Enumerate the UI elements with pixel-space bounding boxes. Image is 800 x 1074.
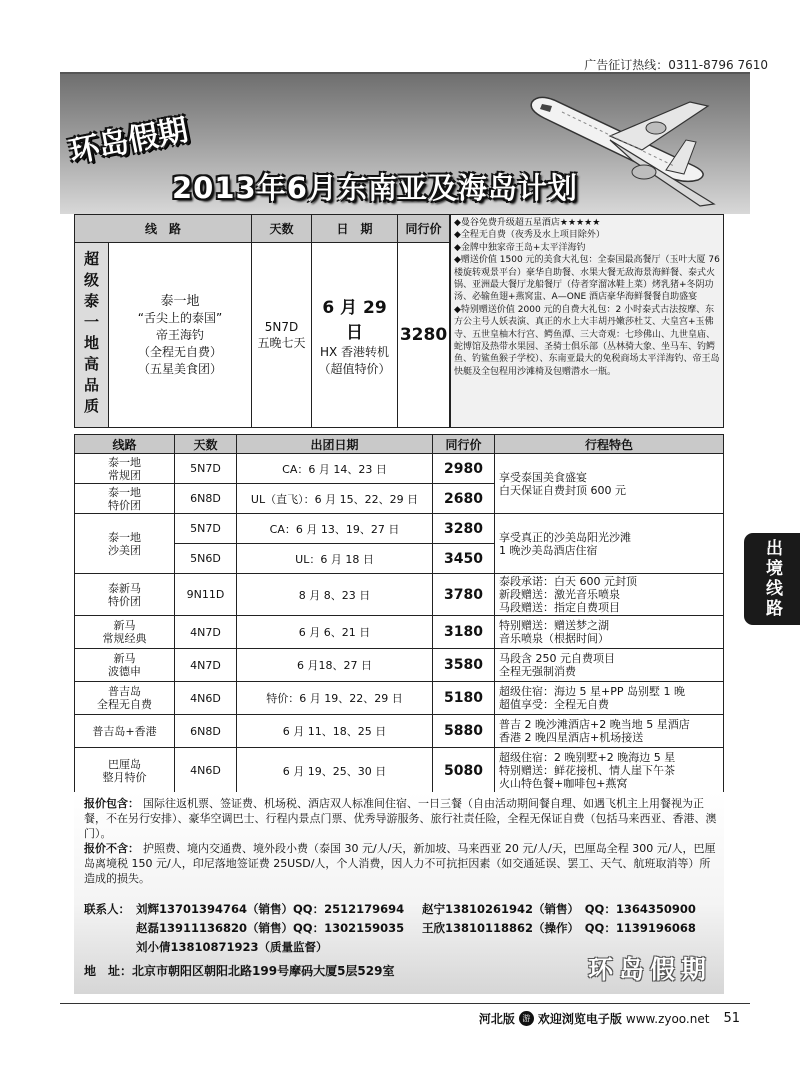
airplane-icon [514,74,744,214]
feature-line: 普吉 2 晚沙滩酒店+2 晚当地 5 星酒店 [499,718,690,731]
route-cell [75,454,175,484]
table-row [75,748,724,794]
feature-cell [495,682,724,715]
dates-cell: CA：6 月 14、23 日 [237,454,433,484]
route-type: 特价团 [108,498,141,512]
col-features: 行程特色 [495,435,724,454]
date-value: 6 月 29 日 [322,298,387,343]
section-tab [744,533,800,625]
category-label: 超级泰一地高品质 [75,243,109,428]
feature-line: 全程无强制消费 [499,665,576,678]
feature-line: 超级住宿：海边 5 星+PP 岛别墅 1 晚 [499,685,685,698]
days-text: 五晚七天 [257,335,306,350]
feature-line: 超级住宿：2 晚别墅+2 晚海边 5 星 [499,751,676,764]
contact-entry: 王欣13810118862（操作） QQ：1139196068 [422,921,696,935]
price-cell: 3280 [433,514,495,544]
price-cell: 5080 [433,748,495,794]
col-price: 同行价 [433,435,495,454]
feature-cell [495,514,724,574]
route-line: 帝王海钓 [155,327,204,342]
address-text: 北京市朝阳区朝阳北路199号摩码大厦5层529室 [132,964,395,978]
days-code: 5N7D [264,319,299,334]
route-type: 波德申 [108,665,141,678]
col-date: 日 期 [312,215,398,243]
days-cell: 4N7D [175,616,237,649]
feature-cell [495,616,724,649]
ad-hotline: 广告征订热线：0311-8796 7610 [584,58,768,72]
footer-tagline: 欢迎浏览电子版 [537,1012,622,1026]
route-type: 沙美团 [108,543,141,557]
route-line: （全程无自费） [137,344,222,359]
route-type: 常规经典 [102,632,147,645]
schedule-table [74,434,724,794]
note-item: ◆赠送价值 1500 元的美食大礼包：全泰国最高餐厅（玉叶大厦 76 楼旋转观景平台）豪华自助餐、水果大餐无敌海景海鲜餐、泰式火锅、亚洲最大餐厅龙船餐厅（侍者穿溜冰鞋上菜）烤乳猪+冬阴功汤、必输鱼翅+燕窝盅、A—ONE 酒店豪华海鲜餐餐自助盛宴 [454,255,720,303]
dates-cell: 6 月 11、18、25 日 [237,715,433,748]
col-route: 线路 [75,435,175,454]
price-terms [84,796,720,886]
featured-days [252,243,312,428]
route-type: 特价团 [108,594,141,608]
plan-title: 2013年6月东南亚及海岛计划 [172,171,578,205]
dates-cell: 6 月 19、25、30 日 [237,748,433,794]
featured-notes [450,214,724,428]
contact-row [84,900,720,919]
price-cell: 2680 [433,484,495,514]
contacts [84,900,720,957]
route-name: 泰一地 [108,455,141,469]
feature-line: 火山特色餐+咖啡包+燕窝 [499,777,628,790]
table-row [75,574,724,616]
days-cell: 4N6D [175,748,237,794]
route-line: “舌尖上的泰国” [137,310,223,325]
route-name: 新马 [113,652,136,665]
route-cell [75,682,175,715]
dates-cell: CA：6 月 13、19、27 日 [237,514,433,544]
feature-line: 新段赠送：激光音乐喷泉 [499,588,620,601]
table-row [75,715,724,748]
feature-line: 马段含 250 元自费项目 [499,652,615,665]
route-name: 泰一地 [108,485,141,499]
days-cell: 4N7D [175,649,237,682]
table-row [75,682,724,715]
price-excluded [84,841,720,886]
route-line: （五星美食团） [137,361,222,376]
address [84,962,394,979]
dates-cell: 8 月 8、23 日 [237,574,433,616]
banner [60,74,750,214]
feature-cell [495,715,724,748]
note-item: ◆全程无自费（夜秀及水上项目除外） [454,230,605,241]
price-included [84,796,720,841]
contact-entry: 赵磊13911136820（销售）QQ：1302159035 [136,921,405,935]
price-cell: 3580 [433,649,495,682]
brand-watermark: 环岛假期 [587,955,712,984]
route-cell [75,616,175,649]
dates-cell: UL（直飞）：6 月 15、22、29 日 [237,484,433,514]
featured-route [109,243,252,428]
table-row [75,454,724,484]
feature-line: 享受真正的沙美岛阳光沙滩 [499,530,631,544]
feature-line: 特别赠送：鲜花接机、情人崖下午茶 [499,764,675,777]
days-cell: 5N7D [175,514,237,544]
days-cell: 5N7D [175,454,237,484]
price-cell: 3450 [433,544,495,574]
route-type: 整月特价 [102,770,147,784]
route-name: 普吉岛+香港 [92,724,157,738]
feature-cell [495,748,724,794]
feature-line: 香港 2 晚四星酒店+机场接送 [499,731,644,744]
excluded-text: 护照费、境内交通费、境外段小费（泰国 30 元/人/天，新加坡、马来西亚 20 元/人/天，巴厘岛全程 300 元/人，巴厘岛离境税 150 元/人，印尼落地签证费 25USD/人，个人消费，因人力不可抗拒因素（如交通延误、罢工、天气、航班取消等）所造成的损失。 [84,842,716,885]
feature-line: 马段赠送：指定自费项目 [499,601,620,614]
route-line: 泰一地 [160,293,200,309]
days-cell: 6N8D [175,715,237,748]
route-name: 普吉岛 [108,685,141,698]
route-cell [75,574,175,616]
dates-cell: 6 月 6、21 日 [237,616,433,649]
featured-table [74,214,450,428]
route-cell [75,748,175,794]
col-days: 天数 [175,435,237,454]
feature-cell [495,454,724,514]
included-text: 国际往返机票、签证费、机场税、酒店双人标准间住宿、一日三餐（自由活动期间餐自理、如遇飞机主上用餐视为正餐，不在另行安排）、豪华空调巴士、行程内景点门票、优秀导游服务、旅行社责任险，全程无保证自费（包括马来西亚、香港、澳门）。 [84,797,717,840]
col-price: 同行价 [398,215,450,243]
col-days: 天数 [252,215,312,243]
feature-line: 泰段承诺：白天 600 元封顶 [499,575,637,588]
publisher-logo-icon: 游 [519,1011,534,1026]
days-cell: 5N6D [175,544,237,574]
page-number: 51 [723,1011,740,1026]
dates-cell: UL：6 月 18 日 [237,544,433,574]
price-cell: 3180 [433,616,495,649]
section-tab-label: 出境线路 [762,539,782,619]
col-route: 线 路 [75,215,252,243]
address-label: 地 址： [84,964,133,978]
excluded-label: 报价不含： [84,842,139,855]
feature-line: 白天保证自费封顶 600 元 [499,483,626,497]
edition-label: 河北版 [478,1012,515,1026]
price-cell: 5180 [433,682,495,715]
route-cell [75,514,175,574]
table-row [75,649,724,682]
table-row [75,514,724,544]
route-type: 常规团 [108,468,141,482]
price-cell: 2980 [433,454,495,484]
col-dates: 出团日期 [237,435,433,454]
included-label: 报价包含： [84,797,139,810]
table-row [75,616,724,649]
price-cell: 3780 [433,574,495,616]
note-item: ◆特别赠送价值 2000 元的自费大礼包：2 小时泰式古法按摩、东方公主号人妖表演、真正的水上大丰胡丹嫩莎杜艾、大皇宫+玉佛寺、五世皇柚木行宫、鳄鱼潭、三大奇观：七珍佛山、九世皇庙、蛇博馆及热带水果园、圣骑士俱乐部（丛林骑大象、坐马车、钓鳄鱼、钓鲨鱼猴子学校）、东南亚最大的免税商场太平洋海钓、帝王岛快艇及全包程用沙滩椅及包赠潜水一瓶。 [454,304,720,377]
brand-logo: 环岛假期 [66,112,191,171]
footer [479,1010,740,1027]
info-section [74,792,724,994]
feature-line: 特别赠送：赠送梦之湖 [499,619,609,632]
days-cell: 4N6D [175,682,237,715]
route-cell [75,715,175,748]
contact-row [84,919,720,938]
dates-cell: 特价：6 月 19、22、29 日 [237,682,433,715]
route-name: 巴厘岛 [108,757,141,771]
featured-date [312,243,398,428]
flight-note: （超值特价） [318,362,391,376]
featured-price: 3280 [398,243,450,428]
feature-line: 1 晚沙美岛酒店住宿 [499,543,598,557]
footer-url[interactable]: www.zyoo.net [625,1011,710,1026]
feature-cell [495,649,724,682]
route-name: 新马 [113,619,136,632]
route-cell [75,484,175,514]
feature-line: 音乐喷泉（根据时间） [499,632,609,645]
route-cell [75,649,175,682]
feature-cell [495,574,724,616]
route-name: 泰一地 [108,530,141,544]
feature-line: 享受泰国美食盛宴 [499,470,587,484]
contact-entry: 刘小倩13810871923（质量监督） [136,940,328,954]
contact-entry: 赵宁13810261942（销售） QQ：1364350900 [422,902,696,916]
price-cell: 5880 [433,715,495,748]
contact-entry: 刘辉13701394764（销售）QQ：2512179694 [136,902,405,916]
flight-info: HX 香港转机 [319,345,390,359]
days-cell: 6N8D [175,484,237,514]
footer-divider [60,1003,750,1004]
route-type: 全程无自费 [97,698,152,711]
contacts-label: 联系人： [84,902,130,916]
days-cell: 9N11D [175,574,237,616]
route-name: 泰新马 [108,581,141,595]
feature-line: 超值享受：全程无自费 [499,698,609,711]
note-item: ◆金牌中独家帝王岛+太平洋海钓 [454,242,586,253]
dates-cell: 6 月18、27 日 [237,649,433,682]
note-item: ◆曼谷免费升级超五星酒店★★★★★ [454,218,601,228]
